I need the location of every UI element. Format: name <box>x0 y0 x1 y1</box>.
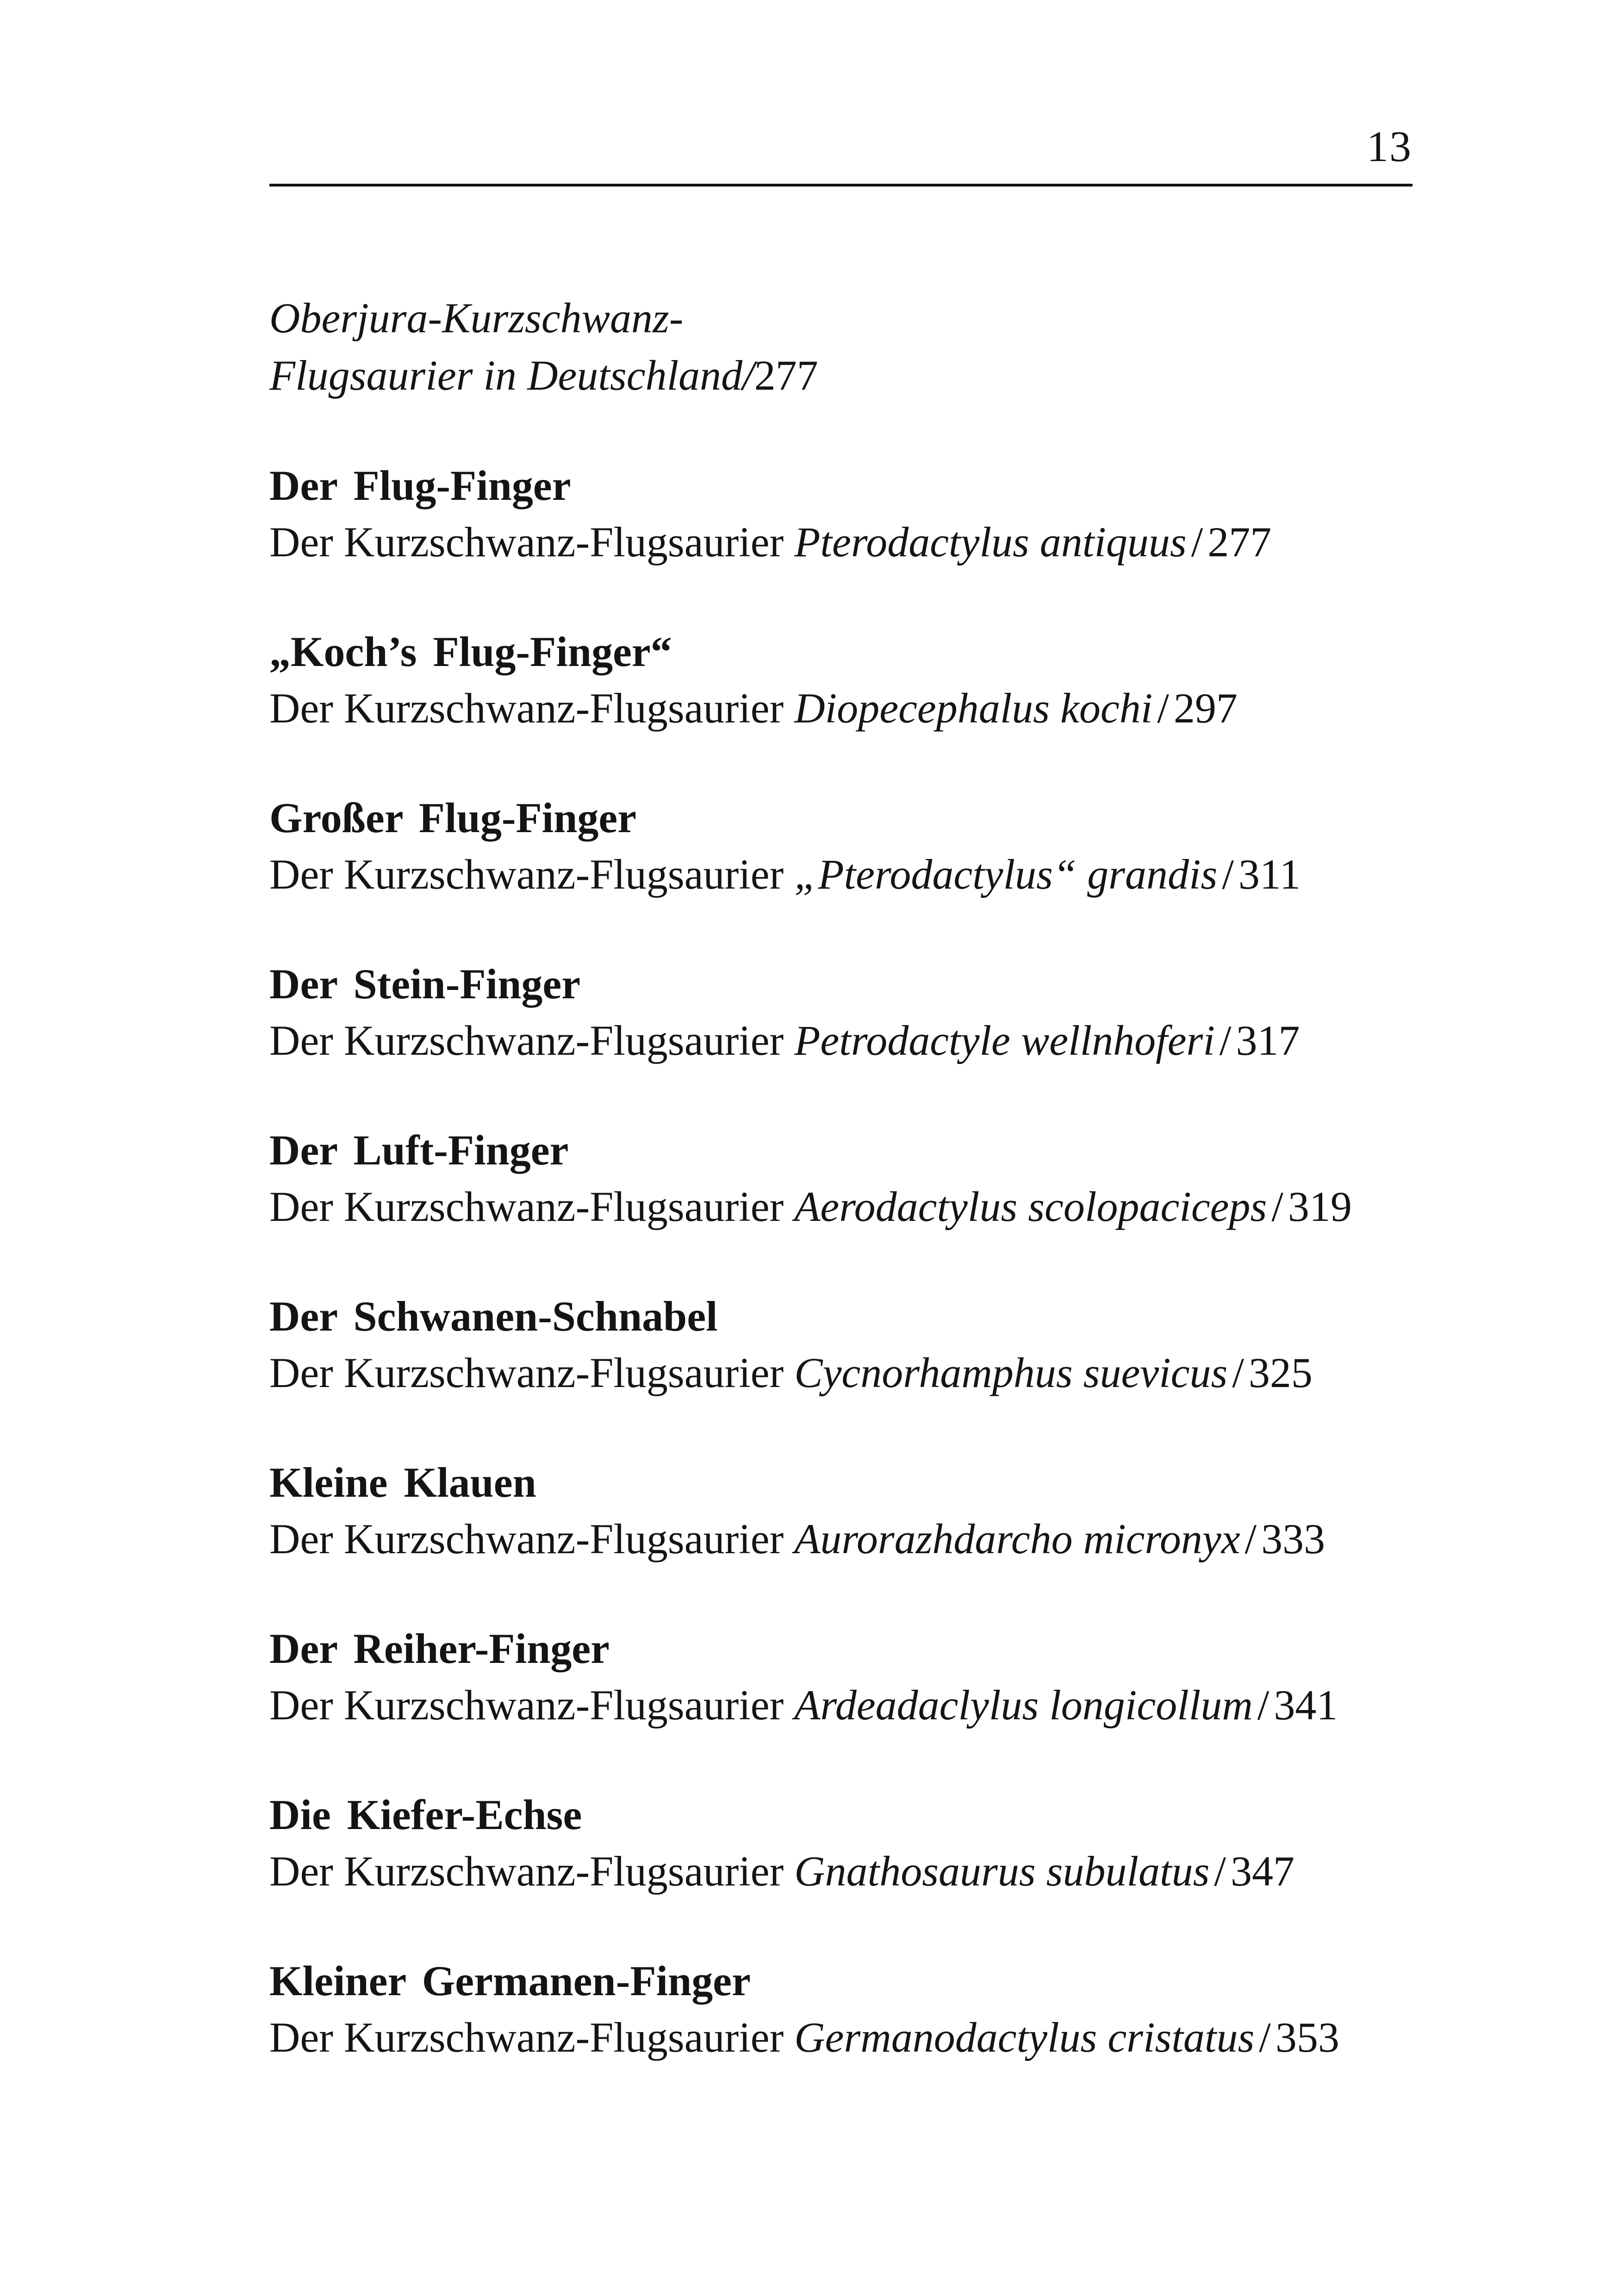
entry-page-number: 353 <box>1275 2014 1339 2061</box>
entry-page-number: 325 <box>1248 1349 1313 1396</box>
entry-page-number: 297 <box>1173 684 1238 732</box>
entry-species: Aerodactylus scolopaciceps <box>794 1183 1267 1230</box>
entry-species: Ardeadaclylus longicollum <box>794 1681 1253 1729</box>
entry-species: Aurorazhdarcho micronyx <box>794 1515 1240 1562</box>
toc-entry <box>269 1786 1413 1899</box>
toc-entry <box>269 1454 1413 1567</box>
toc-entry <box>269 1288 1413 1401</box>
entry-page-number: 311 <box>1238 851 1301 898</box>
entry-page-number: 341 <box>1274 1681 1338 1729</box>
entry-line <box>269 1511 1413 1567</box>
toc-entry <box>269 1122 1413 1235</box>
section-title-line-2: Flugsaurier in Deutschland <box>269 352 743 399</box>
section-page-number: 277 <box>754 352 818 399</box>
entry-page-number: 347 <box>1230 1848 1294 1895</box>
section-title <box>269 289 1413 404</box>
entry-page-number: 319 <box>1288 1183 1352 1230</box>
separator: / <box>1157 684 1169 732</box>
entry-prefix: Der Kurzschwanz-Flugsaurier <box>269 1349 784 1396</box>
separator: / <box>1257 1681 1270 1729</box>
entry-prefix: Der Kurzschwanz-Flugsaurier <box>269 851 784 898</box>
entry-species: Diopecephalus kochi <box>794 684 1153 732</box>
entry-prefix: Der Kurzschwanz-Flugsaurier <box>269 1848 784 1895</box>
entry-heading: Der Stein-Finger <box>269 960 581 1008</box>
entry-line <box>269 680 1413 736</box>
header-rule <box>269 184 1413 187</box>
entry-species: Germanodactylus cristatus <box>794 2014 1255 2061</box>
entry-line <box>269 1344 1413 1401</box>
entry-species: Gnathosaurus subulatus <box>794 1848 1210 1895</box>
page-number: 13 <box>1367 123 1412 171</box>
entry-page-number: 317 <box>1236 1017 1300 1064</box>
entry-line <box>269 1178 1413 1235</box>
toc-entry <box>269 956 1413 1069</box>
table-of-contents <box>269 289 1413 2119</box>
entry-heading: Kleine Klauen <box>269 1459 536 1506</box>
toc-entries <box>269 457 1413 2066</box>
section-title-line-1: Oberjura-Kurzschwanz- <box>269 294 684 342</box>
separator: / <box>1259 2014 1271 2061</box>
entry-line <box>269 1843 1413 1899</box>
entry-line <box>269 1012 1413 1069</box>
entry-prefix: Der Kurzschwanz-Flugsaurier <box>269 1017 784 1064</box>
entry-heading: Der Schwanen-Schnabel <box>269 1293 718 1340</box>
entry-line <box>269 2009 1413 2066</box>
entry-prefix: Der Kurzschwanz-Flugsaurier <box>269 684 784 732</box>
entry-prefix: Der Kurzschwanz-Flugsaurier <box>269 2014 784 2061</box>
entry-prefix: Der Kurzschwanz-Flugsaurier <box>269 1515 784 1562</box>
entry-heading: Der Reiher-Finger <box>269 1625 610 1672</box>
separator: / <box>1271 1183 1283 1230</box>
entry-heading: Großer Flug-Finger <box>269 794 637 841</box>
separator: / <box>1232 1349 1244 1396</box>
toc-entry <box>269 457 1413 570</box>
toc-entry <box>269 623 1413 736</box>
entry-heading: Der Luft-Finger <box>269 1126 569 1174</box>
entry-heading: Der Flug-Finger <box>269 462 571 509</box>
separator: / <box>1245 1515 1257 1562</box>
entry-species: Petrodactyle wellnhoferi <box>794 1017 1215 1064</box>
entry-species: Cycnorhamphus suevicus <box>794 1349 1228 1396</box>
separator: / <box>1222 851 1234 898</box>
entry-heading: Die Kiefer-Echse <box>269 1791 582 1838</box>
entry-page-number: 333 <box>1261 1515 1326 1562</box>
entry-species: „Pterodactylus“ grandis <box>794 851 1218 898</box>
entry-prefix: Der Kurzschwanz-Flugsaurier <box>269 1681 784 1729</box>
toc-entry <box>269 1953 1413 2066</box>
toc-entry <box>269 790 1413 902</box>
entry-prefix: Der Kurzschwanz-Flugsaurier <box>269 518 784 566</box>
entry-species: Pterodactylus antiquus <box>794 518 1187 566</box>
entry-heading: „Koch’s Flug-Finger“ <box>269 628 672 675</box>
entry-line <box>269 1677 1413 1733</box>
separator: / <box>742 352 754 399</box>
separator: / <box>1191 518 1203 566</box>
separator: / <box>1214 1848 1226 1895</box>
entry-heading: Kleiner Germanen-Finger <box>269 1957 751 2004</box>
entry-line <box>269 514 1413 570</box>
separator: / <box>1219 1017 1232 1064</box>
toc-entry <box>269 1620 1413 1733</box>
entry-prefix: Der Kurzschwanz-Flugsaurier <box>269 1183 784 1230</box>
entry-line <box>269 846 1413 902</box>
entry-page-number: 277 <box>1207 518 1272 566</box>
